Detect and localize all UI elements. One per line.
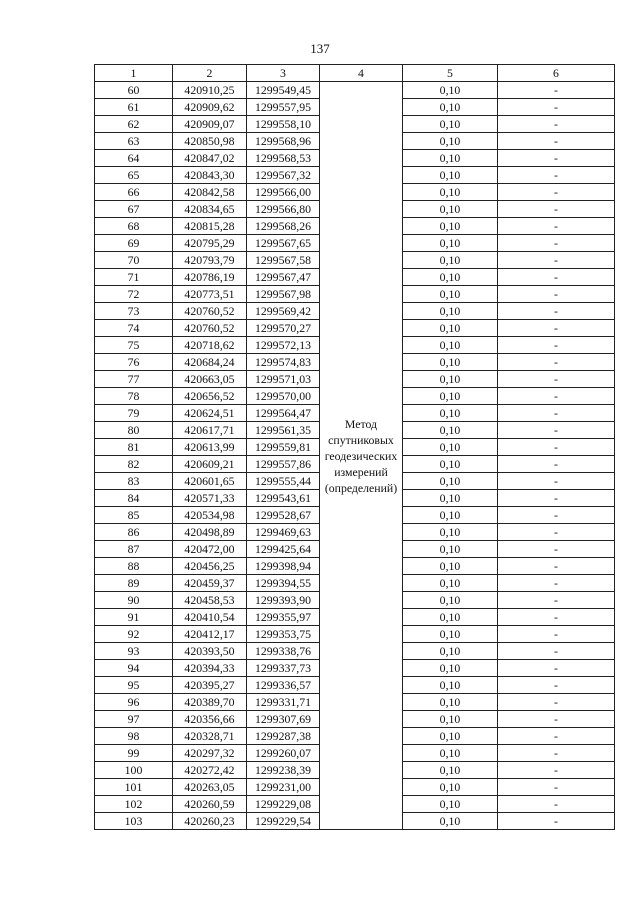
coord-x-cell: 420456,25	[173, 558, 247, 575]
point-number-cell: 83	[95, 473, 173, 490]
point-number-cell: 66	[95, 184, 173, 201]
coord-y-cell: 1299260,07	[247, 745, 320, 762]
point-number-cell: 62	[95, 116, 173, 133]
accuracy-cell: 0,10	[403, 218, 498, 235]
accuracy-cell: 0,10	[403, 337, 498, 354]
method-cell	[320, 82, 403, 830]
accuracy-cell: 0,10	[403, 133, 498, 150]
coord-y-cell: 1299567,58	[247, 252, 320, 269]
accuracy-cell: 0,10	[403, 354, 498, 371]
coord-x-cell: 420624,51	[173, 405, 247, 422]
note-cell: -	[498, 762, 615, 779]
accuracy-cell: 0,10	[403, 575, 498, 592]
coord-y-cell: 1299229,08	[247, 796, 320, 813]
note-cell: -	[498, 82, 615, 99]
note-cell: -	[498, 218, 615, 235]
coord-y-cell: 1299425,64	[247, 541, 320, 558]
point-number-cell: 79	[95, 405, 173, 422]
header-col-5: 5	[403, 65, 498, 82]
note-cell: -	[498, 337, 615, 354]
accuracy-cell: 0,10	[403, 541, 498, 558]
point-number-cell: 70	[95, 252, 173, 269]
point-number-cell: 90	[95, 592, 173, 609]
coord-y-cell: 1299566,80	[247, 201, 320, 218]
point-number-cell: 103	[95, 813, 173, 830]
accuracy-cell: 0,10	[403, 796, 498, 813]
coord-y-cell: 1299307,69	[247, 711, 320, 728]
point-number-cell: 74	[95, 320, 173, 337]
accuracy-cell: 0,10	[403, 456, 498, 473]
note-cell: -	[498, 507, 615, 524]
coord-x-cell: 420793,79	[173, 252, 247, 269]
coord-y-cell: 1299394,55	[247, 575, 320, 592]
coord-y-cell: 1299559,81	[247, 439, 320, 456]
method-text-line: геодезических	[324, 448, 398, 463]
point-number-cell: 80	[95, 422, 173, 439]
coord-x-cell: 420260,59	[173, 796, 247, 813]
coord-x-cell: 420458,53	[173, 592, 247, 609]
note-cell: -	[498, 694, 615, 711]
coord-y-cell: 1299528,67	[247, 507, 320, 524]
accuracy-cell: 0,10	[403, 728, 498, 745]
coord-y-cell: 1299567,98	[247, 286, 320, 303]
point-number-cell: 73	[95, 303, 173, 320]
accuracy-cell: 0,10	[403, 473, 498, 490]
coord-x-cell: 420909,62	[173, 99, 247, 116]
accuracy-cell: 0,10	[403, 286, 498, 303]
header-col-6: 6	[498, 65, 615, 82]
accuracy-cell: 0,10	[403, 371, 498, 388]
point-number-cell: 65	[95, 167, 173, 184]
method-text-line: измерений	[334, 464, 388, 479]
coord-y-cell: 1299572,13	[247, 337, 320, 354]
coord-x-cell: 420394,33	[173, 660, 247, 677]
coord-y-cell: 1299555,44	[247, 473, 320, 490]
table-header	[95, 65, 615, 82]
note-cell: -	[498, 201, 615, 218]
point-number-cell: 72	[95, 286, 173, 303]
coord-x-cell: 420498,89	[173, 524, 247, 541]
note-cell: -	[498, 235, 615, 252]
point-number-cell: 87	[95, 541, 173, 558]
point-number-cell: 82	[95, 456, 173, 473]
note-cell: -	[498, 150, 615, 167]
coord-y-cell: 1299557,86	[247, 456, 320, 473]
coord-y-cell: 1299355,97	[247, 609, 320, 626]
note-cell: -	[498, 456, 615, 473]
point-number-cell: 91	[95, 609, 173, 626]
note-cell: -	[498, 626, 615, 643]
accuracy-cell: 0,10	[403, 694, 498, 711]
coord-y-cell: 1299570,00	[247, 388, 320, 405]
point-number-cell: 89	[95, 575, 173, 592]
coord-y-cell: 1299564,47	[247, 405, 320, 422]
accuracy-cell: 0,10	[403, 269, 498, 286]
point-number-cell: 77	[95, 371, 173, 388]
coord-y-cell: 1299331,71	[247, 694, 320, 711]
point-number-cell: 102	[95, 796, 173, 813]
accuracy-cell: 0,10	[403, 490, 498, 507]
point-number-cell: 93	[95, 643, 173, 660]
note-cell: -	[498, 405, 615, 422]
header-col-1: 1	[95, 65, 173, 82]
header-col-3: 3	[247, 65, 320, 82]
note-cell: -	[498, 711, 615, 728]
point-number-cell: 94	[95, 660, 173, 677]
note-cell: -	[498, 99, 615, 116]
note-cell: -	[498, 677, 615, 694]
point-number-cell: 67	[95, 201, 173, 218]
coord-y-cell: 1299568,96	[247, 133, 320, 150]
coord-y-cell: 1299557,95	[247, 99, 320, 116]
accuracy-cell: 0,10	[403, 524, 498, 541]
accuracy-cell: 0,10	[403, 184, 498, 201]
coord-x-cell: 420272,42	[173, 762, 247, 779]
note-cell: -	[498, 116, 615, 133]
accuracy-cell: 0,10	[403, 558, 498, 575]
coord-x-cell: 420393,50	[173, 643, 247, 660]
coord-x-cell: 420389,70	[173, 694, 247, 711]
point-number-cell: 101	[95, 779, 173, 796]
table-body	[95, 82, 615, 830]
coord-y-cell: 1299574,83	[247, 354, 320, 371]
accuracy-cell: 0,10	[403, 252, 498, 269]
note-cell: -	[498, 558, 615, 575]
coord-x-cell: 420834,65	[173, 201, 247, 218]
coord-x-cell: 420459,37	[173, 575, 247, 592]
coord-y-cell: 1299336,57	[247, 677, 320, 694]
accuracy-cell: 0,10	[403, 99, 498, 116]
note-cell: -	[498, 286, 615, 303]
accuracy-cell: 0,10	[403, 82, 498, 99]
coord-y-cell: 1299568,53	[247, 150, 320, 167]
note-cell: -	[498, 422, 615, 439]
note-cell: -	[498, 133, 615, 150]
coord-x-cell: 420760,52	[173, 303, 247, 320]
point-number-cell: 81	[95, 439, 173, 456]
coord-y-cell: 1299338,76	[247, 643, 320, 660]
accuracy-cell: 0,10	[403, 235, 498, 252]
note-cell: -	[498, 592, 615, 609]
coord-x-cell: 420601,65	[173, 473, 247, 490]
method-text-line: спутниковых	[328, 432, 394, 447]
coord-x-cell: 420842,58	[173, 184, 247, 201]
point-number-cell: 85	[95, 507, 173, 524]
point-number-cell: 92	[95, 626, 173, 643]
accuracy-cell: 0,10	[403, 745, 498, 762]
note-cell: -	[498, 388, 615, 405]
coord-y-cell: 1299566,00	[247, 184, 320, 201]
accuracy-cell: 0,10	[403, 660, 498, 677]
accuracy-cell: 0,10	[403, 388, 498, 405]
coord-x-cell: 420656,52	[173, 388, 247, 405]
accuracy-cell: 0,10	[403, 422, 498, 439]
coord-x-cell: 420850,98	[173, 133, 247, 150]
note-cell: -	[498, 371, 615, 388]
coord-y-cell: 1299287,38	[247, 728, 320, 745]
point-number-cell: 64	[95, 150, 173, 167]
coord-x-cell: 420909,07	[173, 116, 247, 133]
coord-y-cell: 1299567,32	[247, 167, 320, 184]
coord-x-cell: 420663,05	[173, 371, 247, 388]
point-number-cell: 76	[95, 354, 173, 371]
note-cell: -	[498, 541, 615, 558]
note-cell: -	[498, 660, 615, 677]
coord-x-cell: 420260,23	[173, 813, 247, 830]
accuracy-cell: 0,10	[403, 150, 498, 167]
note-cell: -	[498, 728, 615, 745]
coord-x-cell: 420760,52	[173, 320, 247, 337]
accuracy-cell: 0,10	[403, 711, 498, 728]
point-number-cell: 97	[95, 711, 173, 728]
point-number-cell: 63	[95, 133, 173, 150]
accuracy-cell: 0,10	[403, 762, 498, 779]
coord-y-cell: 1299570,27	[247, 320, 320, 337]
note-cell: -	[498, 167, 615, 184]
coord-x-cell: 420718,62	[173, 337, 247, 354]
note-cell: -	[498, 524, 615, 541]
accuracy-cell: 0,10	[403, 643, 498, 660]
coord-x-cell: 420412,17	[173, 626, 247, 643]
point-number-cell: 98	[95, 728, 173, 745]
note-cell: -	[498, 354, 615, 371]
note-cell: -	[498, 643, 615, 660]
point-number-cell: 84	[95, 490, 173, 507]
note-cell: -	[498, 184, 615, 201]
coord-y-cell: 1299353,75	[247, 626, 320, 643]
coord-x-cell: 420297,32	[173, 745, 247, 762]
point-number-cell: 69	[95, 235, 173, 252]
note-cell: -	[498, 252, 615, 269]
accuracy-cell: 0,10	[403, 677, 498, 694]
coord-y-cell: 1299238,39	[247, 762, 320, 779]
accuracy-cell: 0,10	[403, 303, 498, 320]
note-cell: -	[498, 796, 615, 813]
point-number-cell: 61	[95, 99, 173, 116]
accuracy-cell: 0,10	[403, 813, 498, 830]
point-number-cell: 78	[95, 388, 173, 405]
coord-y-cell: 1299337,73	[247, 660, 320, 677]
note-cell: -	[498, 439, 615, 456]
coord-x-cell: 420263,05	[173, 779, 247, 796]
accuracy-cell: 0,10	[403, 116, 498, 133]
point-number-cell: 96	[95, 694, 173, 711]
coord-y-cell: 1299571,03	[247, 371, 320, 388]
point-number-cell: 88	[95, 558, 173, 575]
coord-x-cell: 420410,54	[173, 609, 247, 626]
point-number-cell: 75	[95, 337, 173, 354]
coord-y-cell: 1299543,61	[247, 490, 320, 507]
accuracy-cell: 0,10	[403, 167, 498, 184]
accuracy-cell: 0,10	[403, 439, 498, 456]
table-row	[95, 82, 615, 99]
accuracy-cell: 0,10	[403, 507, 498, 524]
coord-x-cell: 420847,02	[173, 150, 247, 167]
coord-y-cell: 1299469,63	[247, 524, 320, 541]
coord-x-cell: 420534,98	[173, 507, 247, 524]
coord-x-cell: 420786,19	[173, 269, 247, 286]
point-number-cell: 95	[95, 677, 173, 694]
coord-y-cell: 1299568,26	[247, 218, 320, 235]
note-cell: -	[498, 779, 615, 796]
note-cell: -	[498, 575, 615, 592]
coord-x-cell: 420910,25	[173, 82, 247, 99]
note-cell: -	[498, 303, 615, 320]
header-col-2: 2	[173, 65, 247, 82]
coord-y-cell: 1299569,42	[247, 303, 320, 320]
accuracy-cell: 0,10	[403, 626, 498, 643]
coord-y-cell: 1299567,65	[247, 235, 320, 252]
header-row	[95, 65, 615, 82]
accuracy-cell: 0,10	[403, 405, 498, 422]
coordinates-table	[94, 64, 615, 830]
coord-x-cell: 420395,27	[173, 677, 247, 694]
point-number-cell: 71	[95, 269, 173, 286]
coord-x-cell: 420843,30	[173, 167, 247, 184]
accuracy-cell: 0,10	[403, 320, 498, 337]
note-cell: -	[498, 473, 615, 490]
coord-x-cell: 420356,66	[173, 711, 247, 728]
header-col-4: 4	[320, 65, 403, 82]
coord-y-cell: 1299398,94	[247, 558, 320, 575]
coord-x-cell: 420617,71	[173, 422, 247, 439]
note-cell: -	[498, 745, 615, 762]
coord-y-cell: 1299231,00	[247, 779, 320, 796]
coord-y-cell: 1299561,35	[247, 422, 320, 439]
coord-y-cell: 1299393,90	[247, 592, 320, 609]
point-number-cell: 86	[95, 524, 173, 541]
point-number-cell: 99	[95, 745, 173, 762]
accuracy-cell: 0,10	[403, 592, 498, 609]
accuracy-cell: 0,10	[403, 201, 498, 218]
coord-x-cell: 420773,51	[173, 286, 247, 303]
coord-y-cell: 1299549,45	[247, 82, 320, 99]
note-cell: -	[498, 490, 615, 507]
coord-x-cell: 420609,21	[173, 456, 247, 473]
note-cell: -	[498, 269, 615, 286]
coord-x-cell: 420815,28	[173, 218, 247, 235]
point-number-cell: 60	[95, 82, 173, 99]
note-cell: -	[498, 320, 615, 337]
accuracy-cell: 0,10	[403, 609, 498, 626]
coord-x-cell: 420328,71	[173, 728, 247, 745]
page-number: 137	[310, 41, 330, 56]
note-cell: -	[498, 813, 615, 830]
point-number-cell: 68	[95, 218, 173, 235]
coord-x-cell: 420795,29	[173, 235, 247, 252]
point-number-cell: 100	[95, 762, 173, 779]
coord-x-cell: 420684,24	[173, 354, 247, 371]
coord-y-cell: 1299567,47	[247, 269, 320, 286]
coord-y-cell: 1299229,54	[247, 813, 320, 830]
method-text-line: (определений)	[324, 480, 398, 495]
note-cell: -	[498, 609, 615, 626]
coord-x-cell: 420613,99	[173, 439, 247, 456]
coord-x-cell: 420571,33	[173, 490, 247, 507]
coord-x-cell: 420472,00	[173, 541, 247, 558]
coord-y-cell: 1299558,10	[247, 116, 320, 133]
method-text-line: Метод	[344, 416, 378, 431]
accuracy-cell: 0,10	[403, 779, 498, 796]
